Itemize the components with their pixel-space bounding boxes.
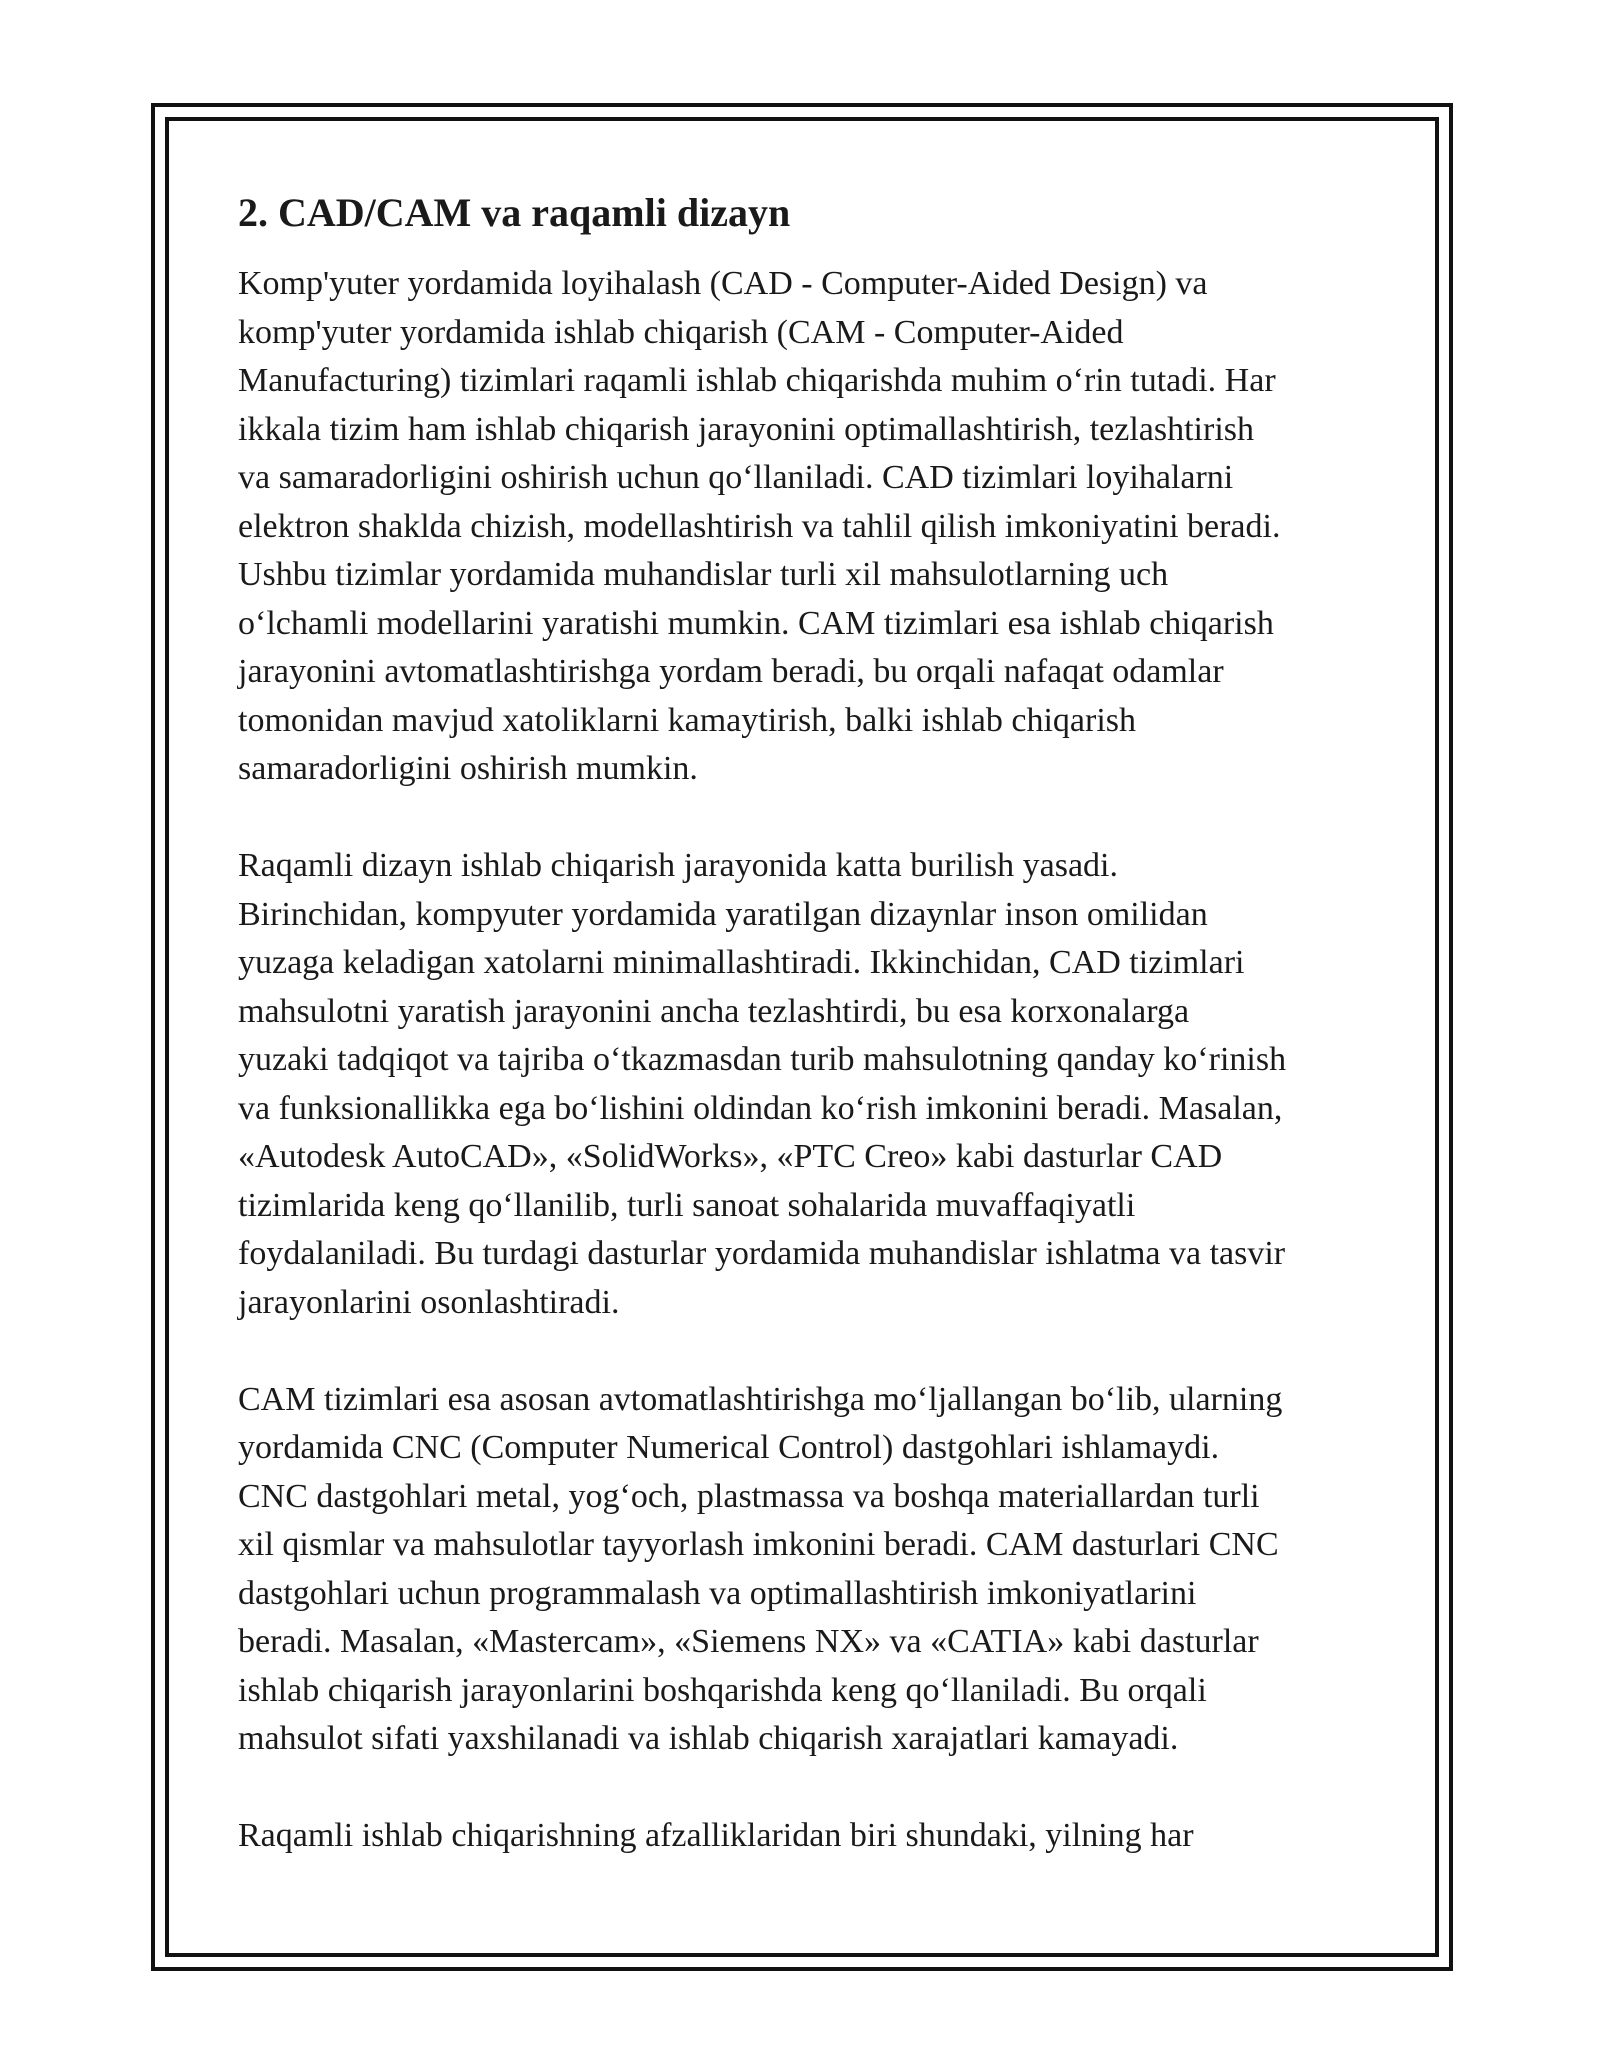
paragraph-1 xyxy=(238,260,1378,794)
paragraph-line: va samaradorligini oshirish uchun qo‘llaniladi. CAD tizimlari loyihalarni xyxy=(238,459,1234,496)
paragraph-line: tomonidan mavjud xatoliklarni kamaytirish, balki ishlab chiqarish xyxy=(238,701,1136,739)
paragraph-line: ikkala tizim ham ishlab chiqarish jarayonini optimallashtirish, tezlashtirish xyxy=(238,410,1254,448)
paragraph-line: CNC dastgohlari metal, yog‘och, plastmassa va boshqa materiallardan turli xyxy=(238,1477,1260,1515)
paragraph-line: «Autodesk AutoCAD», «SolidWorks», «PTC Creo» kabi dasturlar CAD xyxy=(238,1138,1223,1175)
paragraph-line: yordamida CNC (Computer Numerical Control) dastgohlari ishlamaydi. xyxy=(238,1429,1220,1466)
paragraph-line: ishlab chiqarish jarayonlarini boshqarishda keng qo‘llaniladi. Bu orqali xyxy=(238,1671,1207,1709)
paragraph-line: foydalaniladi. Bu turdagi dasturlar yordamida muhandislar ishlatma va tasvir xyxy=(238,1235,1286,1272)
paragraph-line: yuzaga keladigan xatolarni minimallashtiradi. Ikkinchidan, CAD tizimlari xyxy=(238,944,1245,981)
paragraphs-container xyxy=(238,260,1378,1861)
paragraph-2 xyxy=(238,842,1378,1327)
paragraph-line: Raqamli ishlab chiqarishning afzalliklaridan biri shundaki, yilning har xyxy=(238,1817,1194,1854)
paragraph-line: jarayonlarini osonlashtiradi. xyxy=(238,1283,620,1321)
section-heading: 2. CAD/CAM va raqamli dizayn xyxy=(238,190,791,235)
paragraph-line: Birinchidan, kompyuter yordamida yaratilgan dizaynlar inson omilidan xyxy=(238,895,1208,933)
paragraph-line: o‘lchamli modellarini yaratishi mumkin. CAM tizimlari esa ishlab chiqarish xyxy=(238,604,1274,642)
paragraph-line: Manufacturing) tizimlari raqamli ishlab chiqarishda muhim o‘rin tutadi. Har xyxy=(238,362,1276,399)
paragraph-line: komp'yuter yordamida ishlab chiqarish (CAM - Computer-Aided xyxy=(238,313,1124,351)
paragraph-4 xyxy=(238,1812,1378,1861)
paragraph-line: elektron shaklda chizish, modellashtirish va tahlil qilish imkoniyatini beradi. xyxy=(238,507,1281,545)
paragraph-line: va funksionallikka ega bo‘lishini oldindan ko‘rish imkonini beradi. Masalan, xyxy=(238,1089,1283,1127)
paragraph-line: tizimlarida keng qo‘llanilib, turli sanoat sohalarida muvaffaqiyatli xyxy=(238,1186,1136,1224)
paragraph-line: beradi. Masalan, «Mastercam», «Siemens NX» va «CATIA» kabi dasturlar xyxy=(238,1623,1259,1660)
paragraph-line: jarayonini avtomatlashtirishga yordam beradi, bu orqali nafaqat odamlar xyxy=(238,653,1224,690)
paragraph-line: mahsulot sifati yaxshilanadi va ishlab chiqarish xarajatlari kamayadi. xyxy=(238,1720,1179,1757)
paragraph-3 xyxy=(238,1376,1378,1764)
paragraph-line: Komp'yuter yordamida loyihalash (CAD - Computer-Aided Design) va xyxy=(238,265,1208,302)
paragraph-line: yuzaki tadqiqot va tajriba o‘tkazmasdan turib mahsulotning qanday ko‘rinish xyxy=(238,1041,1287,1078)
paragraph-line: samaradorligini oshirish mumkin. xyxy=(238,750,698,787)
paragraph-line: xil qismlar va mahsulotlar tayyorlash imkonini beradi. CAM dasturlari CNC xyxy=(238,1526,1279,1563)
paragraph-line: CAM tizimlari esa asosan avtomatlashtirishga mo‘ljallangan bo‘lib, ularning xyxy=(238,1380,1283,1418)
document-content xyxy=(238,188,1378,1909)
paragraph-line: dastgohlari uchun programmalash va optimallashtirish imkoniyatlarini xyxy=(238,1574,1197,1612)
paragraph-line: Raqamli dizayn ishlab chiqarish jarayonida katta burilish yasadi. xyxy=(238,847,1118,884)
paragraph-line: Ushbu tizimlar yordamida muhandislar turli xil mahsulotlarning uch xyxy=(238,556,1169,593)
paragraph-line: mahsulotni yaratish jarayonini ancha tezlashtirdi, bu esa korxonalarga xyxy=(238,992,1190,1030)
